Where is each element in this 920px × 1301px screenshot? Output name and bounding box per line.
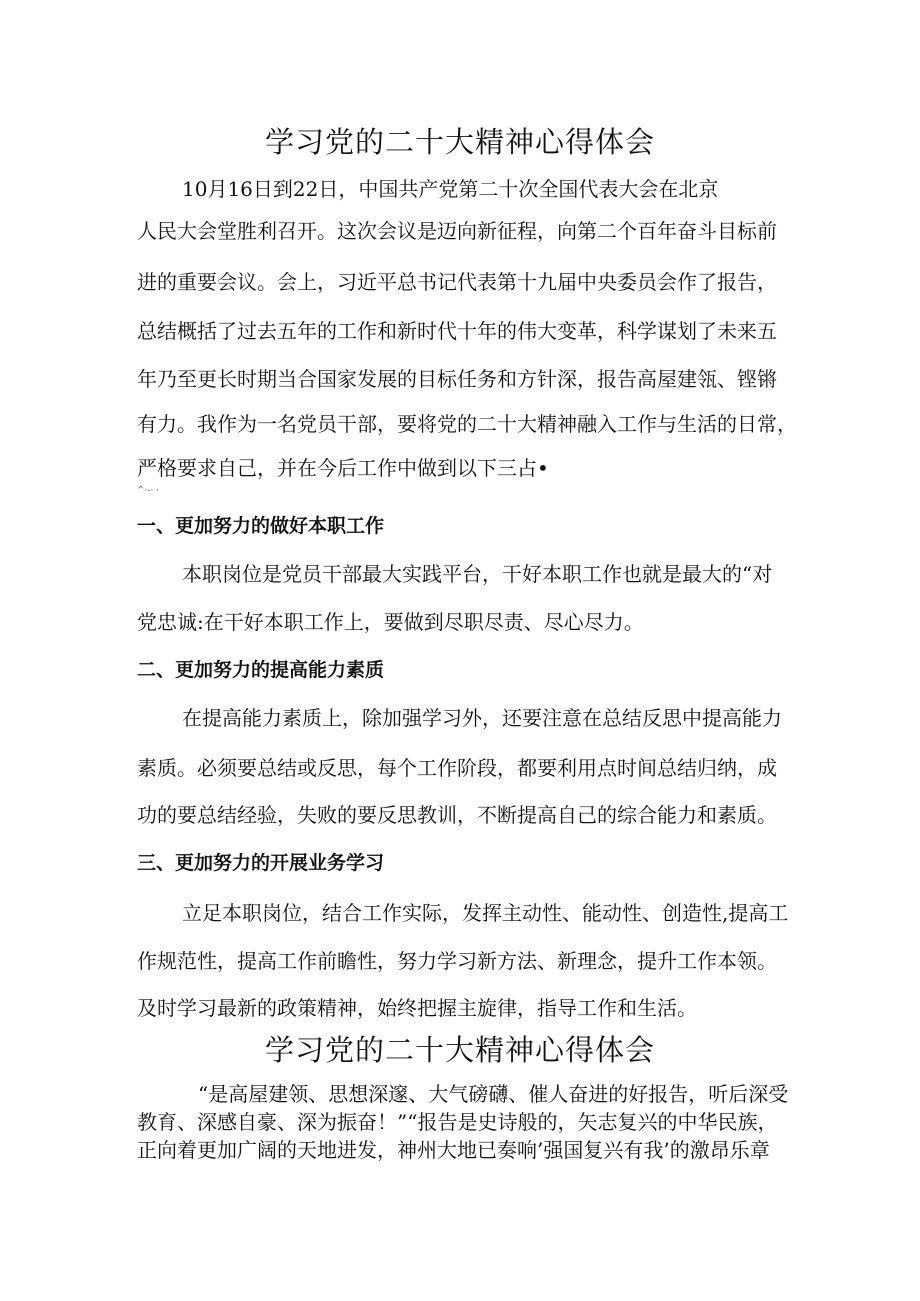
section-heading: 一、更加努力的做好本职工作	[137, 515, 385, 537]
section-heading: 三、更加努力的开展业务学习	[137, 852, 385, 874]
body-line: “是高屋建领、思想深邃、大气磅礴、催人奋进的好报告，听后深受	[198, 1082, 789, 1106]
section-line: 立足本职岗位，结合工作实际，发挥主动性、能动性、创造性,提高工	[182, 901, 789, 925]
section-line: 本职岗位是党员干部最大实践平台，干好本职工作也就是最大的“对	[182, 562, 773, 586]
document-title: 学习党的二十大精神心得体会	[264, 1033, 655, 1067]
document-title: 学习党的二十大精神心得体会	[264, 125, 655, 159]
intro-line: 进的重要会议。会上，习近平总书记代表第十九届中央委员会作了报告，	[137, 270, 777, 294]
intro-line: 有力。我作为一名党员干部，要将党的二十大精神融入工作与生活的日常，	[137, 412, 797, 436]
body-line: 正向着更加广阔的天地进发，神州大地已奏响’强国复兴有我’的激昂乐章	[137, 1138, 770, 1162]
intro-line: 总结概括了过去五年的工作和新时代十年的伟大变革，科学谋划了未来五	[137, 319, 777, 343]
body-line: 教育、深感自豪、深为振奋！”“报告是史诗般的，矢志复兴的中华民族，	[137, 1110, 778, 1134]
section-line: 素质。必须要总结或反思，每个工作阶段，都要利用点时间总结归纳，成	[137, 756, 777, 780]
section-line: 党忠诚:在干好本职工作上，要做到尽职尽责、尽心尽力。	[137, 610, 644, 634]
scan-artifact: ^·-· ·	[137, 486, 160, 496]
intro-line: 严格要求自己，并在今后工作中做到以下三占•	[137, 456, 549, 480]
intro-line: 年乃至更长时期当合国家发展的目标任务和方针深，报告高屋建瓴、铿锵	[137, 367, 777, 391]
section-line: 及时学习最新的政策精神，始终把握主旋律，指导工作和生活。	[137, 996, 697, 1020]
section-line: 作规范性，提高工作前瞻性，努力学习新方法、新理念，提升工作本领。	[137, 949, 777, 973]
intro-line: 10月16日到22日，中国共产党第二十次全国代表大会在北京	[182, 177, 719, 201]
intro-line: 人民大会堂胜利召开。这次会议是迈向新征程，向第二个百年奋斗目标前	[137, 219, 777, 243]
section-heading: 二、更加努力的提高能力素质	[137, 659, 385, 681]
section-line: 功的要总结经验，失败的要反思教训，不断提高自己的综合能力和素质。	[137, 803, 777, 827]
section-line: 在提高能力素质上，除加强学习外，还要注意在总结反思中提高能力	[182, 706, 782, 730]
